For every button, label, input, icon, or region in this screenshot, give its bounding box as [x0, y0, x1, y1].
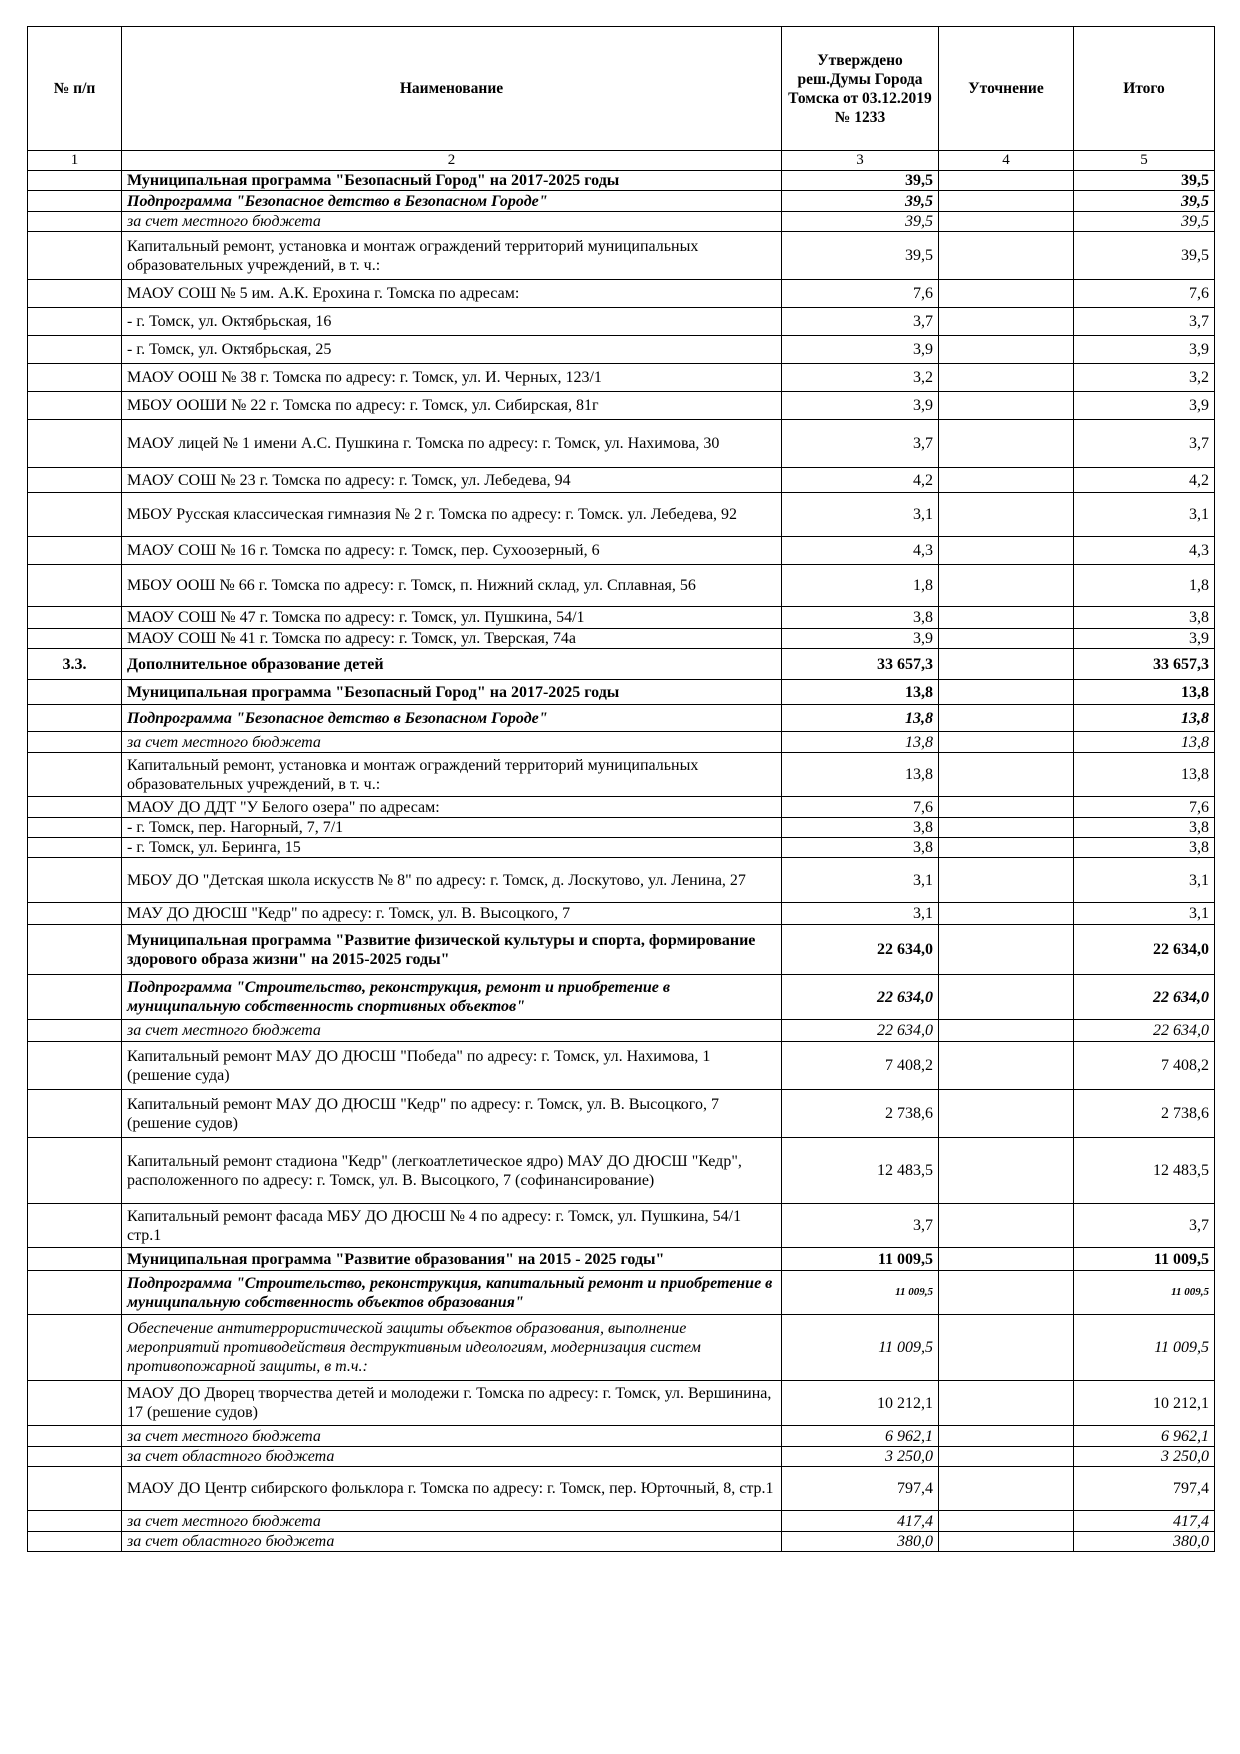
row-approved-value: 22 634,0	[782, 1020, 939, 1042]
row-clarification-value	[939, 1315, 1074, 1381]
row-number	[28, 1204, 122, 1248]
row-number	[28, 838, 122, 858]
row-total-value: 11 009,5	[1074, 1248, 1215, 1271]
table-row	[28, 607, 1215, 629]
row-total-value: 13,8	[1074, 732, 1215, 753]
row-clarification-value	[939, 308, 1074, 336]
row-name: за счет местного бюджета	[122, 1020, 782, 1042]
table-row	[28, 1090, 1215, 1138]
table-row	[28, 212, 1215, 232]
row-total-value: 3,9	[1074, 629, 1215, 649]
row-name: Обеспечение антитеррористической защиты объектов образования, выполнение мероприятий противодействия деструктивным идеологиям, модернизация систем противопожарной защиты, в т.ч.:	[122, 1315, 782, 1381]
row-number	[28, 420, 122, 468]
row-number	[28, 680, 122, 705]
row-approved-value: 797,4	[782, 1467, 939, 1511]
row-total-value: 39,5	[1074, 191, 1215, 212]
row-total-value: 1,8	[1074, 565, 1215, 607]
row-total-value: 39,5	[1074, 171, 1215, 191]
row-total-value: 3,8	[1074, 818, 1215, 838]
table-row	[28, 1138, 1215, 1204]
row-number	[28, 629, 122, 649]
header-col-name: Наименование	[122, 27, 782, 151]
row-clarification-value	[939, 975, 1074, 1020]
row-total-value: 10 212,1	[1074, 1381, 1215, 1426]
row-number	[28, 1467, 122, 1511]
row-clarification-value	[939, 1271, 1074, 1315]
row-number	[28, 468, 122, 493]
header-col-total: Итого	[1074, 27, 1215, 151]
row-name: МБОУ Русская классическая гимназия № 2 г. Томска по адресу: г. Томск. ул. Лебедева, 92	[122, 493, 782, 537]
row-clarification-value	[939, 818, 1074, 838]
row-name: Подпрограмма "Безопасное детство в Безопасном Городе"	[122, 705, 782, 732]
row-approved-value: 6 962,1	[782, 1426, 939, 1447]
row-number	[28, 1511, 122, 1532]
row-number	[28, 1271, 122, 1315]
table-row	[28, 1426, 1215, 1447]
row-total-value: 33 657,3	[1074, 649, 1215, 680]
table-row	[28, 308, 1215, 336]
table-row	[28, 838, 1215, 858]
row-name: МАОУ лицей № 1 имени А.С. Пушкина г. Томска по адресу: г. Томск, ул. Нахимова, 30	[122, 420, 782, 468]
row-number: 3.3.	[28, 649, 122, 680]
table-row	[28, 925, 1215, 975]
row-number	[28, 925, 122, 975]
row-name: Капитальный ремонт, установка и монтаж ограждений территорий муниципальных образовательных учреждений, в т. ч.:	[122, 232, 782, 280]
row-number	[28, 1381, 122, 1426]
row-name: МАОУ СОШ № 47 г. Томска по адресу: г. Томск, ул. Пушкина, 54/1	[122, 607, 782, 629]
row-approved-value: 4,2	[782, 468, 939, 493]
table-row	[28, 191, 1215, 212]
row-number	[28, 797, 122, 818]
row-approved-value: 3,1	[782, 858, 939, 903]
row-approved-value: 3,9	[782, 392, 939, 420]
row-approved-value: 3 250,0	[782, 1447, 939, 1467]
table-row	[28, 537, 1215, 565]
row-number	[28, 280, 122, 308]
row-number	[28, 1138, 122, 1204]
row-name: МАОУ СОШ № 23 г. Томска по адресу: г. Томск, ул. Лебедева, 94	[122, 468, 782, 493]
row-number	[28, 493, 122, 537]
row-total-value: 22 634,0	[1074, 975, 1215, 1020]
row-clarification-value	[939, 1020, 1074, 1042]
row-name: - г. Томск, ул. Октябрьская, 25	[122, 336, 782, 364]
row-number	[28, 1020, 122, 1042]
row-total-value: 39,5	[1074, 232, 1215, 280]
table-row	[28, 1467, 1215, 1511]
table-row	[28, 818, 1215, 838]
row-name: МАОУ СОШ № 5 им. А.К. Ерохина г. Томска по адресам:	[122, 280, 782, 308]
row-clarification-value	[939, 1532, 1074, 1552]
table-row	[28, 364, 1215, 392]
row-name: Капитальный ремонт стадиона "Кедр" (легкоатлетическое ядро) МАУ ДО ДЮСШ "Кедр", расположенного по адресу: г. Томск, ул. В. Высоцкого, 7 (софинансирование)	[122, 1138, 782, 1204]
row-clarification-value	[939, 493, 1074, 537]
row-number	[28, 171, 122, 191]
table-row	[28, 565, 1215, 607]
row-name: Капитальный ремонт МАУ ДО ДЮСШ "Кедр" по адресу: г. Томск, ул. В. Высоцкого, 7 (решение судов)	[122, 1090, 782, 1138]
table-row	[28, 975, 1215, 1020]
row-number	[28, 191, 122, 212]
row-name: МБОУ ДО "Детская школа искусств № 8" по адресу: г. Томск, д. Лоскутово, ул. Ленина, 27	[122, 858, 782, 903]
table-row	[28, 1532, 1215, 1552]
row-clarification-value	[939, 1090, 1074, 1138]
row-approved-value: 3,8	[782, 607, 939, 629]
table-row	[28, 336, 1215, 364]
row-clarification-value	[939, 537, 1074, 565]
row-clarification-value	[939, 797, 1074, 818]
budget-table	[27, 26, 1215, 1552]
row-approved-value: 3,8	[782, 838, 939, 858]
row-total-value: 7 408,2	[1074, 1042, 1215, 1090]
row-number	[28, 705, 122, 732]
row-number	[28, 364, 122, 392]
table-row	[28, 420, 1215, 468]
row-clarification-value	[939, 649, 1074, 680]
row-approved-value: 13,8	[782, 705, 939, 732]
row-number	[28, 232, 122, 280]
row-number	[28, 1426, 122, 1447]
row-clarification-value	[939, 191, 1074, 212]
row-number	[28, 818, 122, 838]
row-approved-value: 3,1	[782, 493, 939, 537]
column-number: 5	[1074, 151, 1215, 171]
row-clarification-value	[939, 364, 1074, 392]
row-number	[28, 753, 122, 797]
row-clarification-value	[939, 629, 1074, 649]
row-approved-value: 3,1	[782, 903, 939, 925]
table-row	[28, 753, 1215, 797]
table-row	[28, 468, 1215, 493]
table-row	[28, 1042, 1215, 1090]
row-total-value: 3,2	[1074, 364, 1215, 392]
table-row	[28, 680, 1215, 705]
row-number	[28, 1248, 122, 1271]
row-number	[28, 732, 122, 753]
table-row	[28, 1020, 1215, 1042]
table-body	[28, 171, 1215, 1552]
row-approved-value: 2 738,6	[782, 1090, 939, 1138]
column-number: 1	[28, 151, 122, 171]
row-approved-value: 3,7	[782, 308, 939, 336]
header-col-number: № п/п	[28, 27, 122, 151]
row-name: за счет местного бюджета	[122, 212, 782, 232]
row-number	[28, 1447, 122, 1467]
row-name: Муниципальная программа "Развитие образования" на 2015 - 2025 годы"	[122, 1248, 782, 1271]
row-name: МАОУ ДО Центр сибирского фольклора г. Томска по адресу: г. Томск, пер. Юрточный, 8, стр.1	[122, 1467, 782, 1511]
column-number-row	[28, 151, 1215, 171]
row-clarification-value	[939, 468, 1074, 493]
row-clarification-value	[939, 1381, 1074, 1426]
table-row	[28, 732, 1215, 753]
table-row	[28, 649, 1215, 680]
header-row	[28, 27, 1215, 151]
row-clarification-value	[939, 903, 1074, 925]
table-row	[28, 629, 1215, 649]
row-name: за счет местного бюджета	[122, 732, 782, 753]
row-clarification-value	[939, 336, 1074, 364]
row-approved-value: 11 009,5	[782, 1248, 939, 1271]
row-approved-value: 11 009,5	[782, 1271, 939, 1315]
row-clarification-value	[939, 1138, 1074, 1204]
row-clarification-value	[939, 1042, 1074, 1090]
table-row	[28, 280, 1215, 308]
row-name: за счет местного бюджета	[122, 1426, 782, 1447]
table-row	[28, 1204, 1215, 1248]
row-clarification-value	[939, 680, 1074, 705]
row-approved-value: 11 009,5	[782, 1315, 939, 1381]
column-number: 2	[122, 151, 782, 171]
row-clarification-value	[939, 753, 1074, 797]
table-row	[28, 797, 1215, 818]
row-approved-value: 22 634,0	[782, 975, 939, 1020]
row-name: Капитальный ремонт, установка и монтаж ограждений территорий муниципальных образовательных учреждений, в т. ч.:	[122, 753, 782, 797]
row-clarification-value	[939, 420, 1074, 468]
row-number	[28, 336, 122, 364]
row-total-value: 22 634,0	[1074, 925, 1215, 975]
row-name: - г. Томск, ул. Октябрьская, 16	[122, 308, 782, 336]
row-name: - г. Томск, пер. Нагорный, 7, 7/1	[122, 818, 782, 838]
row-total-value: 3,9	[1074, 392, 1215, 420]
row-total-value: 3,9	[1074, 336, 1215, 364]
row-total-value: 3,1	[1074, 903, 1215, 925]
row-approved-value: 39,5	[782, 212, 939, 232]
row-number	[28, 858, 122, 903]
row-name: МАОУ ДО ДДТ "У Белого озера" по адресам:	[122, 797, 782, 818]
row-name: Муниципальная программа "Развитие физической культуры и спорта, формирование здорового образа жизни" на 2015-2025 годы"	[122, 925, 782, 975]
row-total-value: 797,4	[1074, 1467, 1215, 1511]
column-number: 3	[782, 151, 939, 171]
row-approved-value: 3,2	[782, 364, 939, 392]
row-total-value: 3,7	[1074, 308, 1215, 336]
row-total-value: 3,7	[1074, 420, 1215, 468]
row-name: МБОУ ООШ № 66 г. Томска по адресу: г. Томск, п. Нижний склад, ул. Сплавная, 56	[122, 565, 782, 607]
row-approved-value: 3,9	[782, 336, 939, 364]
row-total-value: 3 250,0	[1074, 1447, 1215, 1467]
row-total-value: 380,0	[1074, 1532, 1215, 1552]
row-approved-value: 3,8	[782, 818, 939, 838]
row-clarification-value	[939, 1467, 1074, 1511]
table-row	[28, 1381, 1215, 1426]
row-number	[28, 903, 122, 925]
row-name: за счет местного бюджета	[122, 1511, 782, 1532]
row-total-value: 11 009,5	[1074, 1271, 1215, 1315]
row-clarification-value	[939, 858, 1074, 903]
row-name: Капитальный ремонт МАУ ДО ДЮСШ "Победа" по адресу: г. Томск, ул. Нахимова, 1 (решение суда)	[122, 1042, 782, 1090]
row-name: Муниципальная программа "Безопасный Город" на 2017-2025 годы	[122, 680, 782, 705]
row-clarification-value	[939, 280, 1074, 308]
row-number	[28, 565, 122, 607]
row-name: МАОУ ООШ № 38 г. Томска по адресу: г. Томск, ул. И. Черных, 123/1	[122, 364, 782, 392]
row-total-value: 3,8	[1074, 838, 1215, 858]
row-approved-value: 13,8	[782, 680, 939, 705]
row-approved-value: 33 657,3	[782, 649, 939, 680]
row-approved-value: 39,5	[782, 232, 939, 280]
row-clarification-value	[939, 838, 1074, 858]
row-number	[28, 975, 122, 1020]
table-row	[28, 1447, 1215, 1467]
row-number	[28, 308, 122, 336]
row-clarification-value	[939, 607, 1074, 629]
row-clarification-value	[939, 565, 1074, 607]
row-clarification-value	[939, 1426, 1074, 1447]
table-row	[28, 493, 1215, 537]
row-approved-value: 12 483,5	[782, 1138, 939, 1204]
row-total-value: 12 483,5	[1074, 1138, 1215, 1204]
row-name: МАОУ СОШ № 41 г. Томска по адресу: г. Томск, ул. Тверская, 74а	[122, 629, 782, 649]
row-total-value: 417,4	[1074, 1511, 1215, 1532]
row-number	[28, 537, 122, 565]
row-name: Подпрограмма "Безопасное детство в Безопасном Городе"	[122, 191, 782, 212]
row-clarification-value	[939, 925, 1074, 975]
row-clarification-value	[939, 705, 1074, 732]
row-total-value: 4,3	[1074, 537, 1215, 565]
row-total-value: 13,8	[1074, 705, 1215, 732]
row-approved-value: 3,9	[782, 629, 939, 649]
row-name: Капитальный ремонт фасада МБУ ДО ДЮСШ № 4 по адресу: г. Томск, ул. Пушкина, 54/1 стр.1	[122, 1204, 782, 1248]
column-number: 4	[939, 151, 1074, 171]
row-number	[28, 1532, 122, 1552]
row-approved-value: 39,5	[782, 171, 939, 191]
row-approved-value: 7 408,2	[782, 1042, 939, 1090]
row-approved-value: 3,7	[782, 420, 939, 468]
row-name: Дополнительное образование детей	[122, 649, 782, 680]
row-name: за счет областного бюджета	[122, 1447, 782, 1467]
table-row	[28, 232, 1215, 280]
row-clarification-value	[939, 212, 1074, 232]
row-approved-value: 22 634,0	[782, 925, 939, 975]
row-clarification-value	[939, 171, 1074, 191]
row-approved-value: 380,0	[782, 1532, 939, 1552]
row-total-value: 7,6	[1074, 797, 1215, 818]
row-name: Муниципальная программа "Безопасный Город" на 2017-2025 годы	[122, 171, 782, 191]
row-total-value: 13,8	[1074, 753, 1215, 797]
row-clarification-value	[939, 1204, 1074, 1248]
row-total-value: 39,5	[1074, 212, 1215, 232]
row-name: МАОУ ДО Дворец творчества детей и молодежи г. Томска по адресу: г. Томск, ул. Вершинина, 17 (решение судов)	[122, 1381, 782, 1426]
table-row	[28, 392, 1215, 420]
header-col-approved: Утверждено реш.Думы Города Томска от 03.12.2019 № 1233	[782, 27, 939, 151]
row-approved-value: 3,7	[782, 1204, 939, 1248]
row-number	[28, 607, 122, 629]
row-clarification-value	[939, 1511, 1074, 1532]
row-total-value: 7,6	[1074, 280, 1215, 308]
row-clarification-value	[939, 392, 1074, 420]
row-total-value: 4,2	[1074, 468, 1215, 493]
row-approved-value: 7,6	[782, 797, 939, 818]
table-row	[28, 705, 1215, 732]
row-clarification-value	[939, 1248, 1074, 1271]
row-clarification-value	[939, 232, 1074, 280]
row-name: МАУ ДО ДЮСШ "Кедр" по адресу: г. Томск, ул. В. Высоцкого, 7	[122, 903, 782, 925]
row-total-value: 3,1	[1074, 858, 1215, 903]
header-col-clarification: Уточнение	[939, 27, 1074, 151]
row-number	[28, 1090, 122, 1138]
row-number	[28, 1042, 122, 1090]
table-row	[28, 858, 1215, 903]
row-clarification-value	[939, 1447, 1074, 1467]
row-number	[28, 392, 122, 420]
row-total-value: 3,8	[1074, 607, 1215, 629]
row-approved-value: 1,8	[782, 565, 939, 607]
row-approved-value: 417,4	[782, 1511, 939, 1532]
row-approved-value: 13,8	[782, 732, 939, 753]
row-number	[28, 212, 122, 232]
row-approved-value: 4,3	[782, 537, 939, 565]
row-name: - г. Томск, ул. Беринга, 15	[122, 838, 782, 858]
row-approved-value: 10 212,1	[782, 1381, 939, 1426]
row-clarification-value	[939, 732, 1074, 753]
table-row	[28, 1271, 1215, 1315]
row-total-value: 2 738,6	[1074, 1090, 1215, 1138]
row-name: МАОУ СОШ № 16 г. Томска по адресу: г. Томск, пер. Сухоозерный, 6	[122, 537, 782, 565]
row-number	[28, 1315, 122, 1381]
table-row	[28, 1511, 1215, 1532]
row-total-value: 3,7	[1074, 1204, 1215, 1248]
row-total-value: 6 962,1	[1074, 1426, 1215, 1447]
row-approved-value: 7,6	[782, 280, 939, 308]
row-total-value: 13,8	[1074, 680, 1215, 705]
table-row	[28, 1315, 1215, 1381]
row-total-value: 11 009,5	[1074, 1315, 1215, 1381]
row-name: МБОУ ООШИ № 22 г. Томска по адресу: г. Томск, ул. Сибирская, 81г	[122, 392, 782, 420]
table-row	[28, 1248, 1215, 1271]
row-approved-value: 39,5	[782, 191, 939, 212]
table-row	[28, 171, 1215, 191]
table-row	[28, 903, 1215, 925]
row-name: Подпрограмма "Строительство, реконструкция, капитальный ремонт и приобретение в муниципальную собственность объектов образования"	[122, 1271, 782, 1315]
row-name: Подпрограмма "Строительство, реконструкция, ремонт и приобретение в муниципальную собственность спортивных объектов"	[122, 975, 782, 1020]
row-approved-value: 13,8	[782, 753, 939, 797]
row-name: за счет областного бюджета	[122, 1532, 782, 1552]
row-total-value: 3,1	[1074, 493, 1215, 537]
row-total-value: 22 634,0	[1074, 1020, 1215, 1042]
